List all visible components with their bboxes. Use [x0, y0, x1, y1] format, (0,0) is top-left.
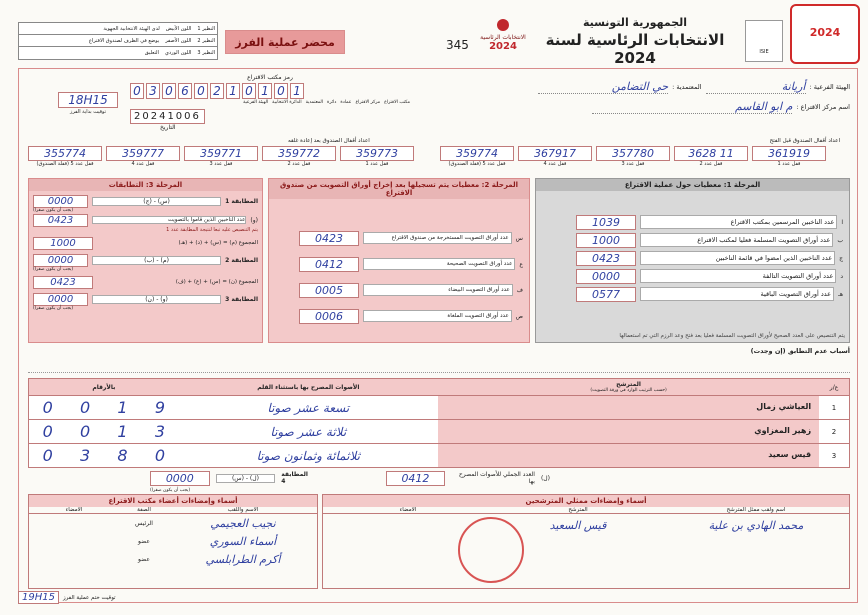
- seals-before-label: اعداد أقفال الصندوق قبل الفتح: [769, 138, 840, 144]
- match4-formula: (س) - (ل): [216, 474, 276, 483]
- candidate-name: قيس سعيد: [438, 444, 819, 467]
- code-part: مكتب الاقتراع: [384, 100, 410, 105]
- stage1-value: 0423: [576, 251, 636, 266]
- stage2-title: المرحلة 2: معطيات يتم تسجيلها بعد إخراج أوراق التصويت من صندوق الاقتراع: [269, 179, 529, 199]
- results-header: [28, 378, 850, 396]
- form-number: 345: [446, 38, 469, 52]
- table-row: [28, 444, 850, 468]
- center-label: اسم مركز الاقتراع :: [796, 103, 850, 111]
- isie-logo: ISIE: [745, 20, 783, 62]
- office-member-row: [29, 514, 317, 532]
- match1-formula: (ج) - (س): [92, 197, 221, 206]
- seal-value: 367917: [518, 146, 592, 161]
- reps-header: [323, 507, 849, 514]
- code-digit: 0: [274, 83, 288, 99]
- logo-year: 2024: [489, 41, 517, 52]
- office-code-label: رمز مكتب الاقتراع: [247, 74, 293, 81]
- code-digit: 0: [130, 83, 144, 99]
- delegation-label: المعتمدية :: [672, 83, 702, 91]
- vote-digit: 0: [80, 398, 91, 417]
- vote-digit: 0: [42, 398, 53, 417]
- end-time: [18, 591, 116, 604]
- seal-value: 3628 11: [674, 146, 748, 161]
- match3-value: 0000: [33, 293, 88, 306]
- voters-code: (و): [250, 216, 258, 224]
- voters-label: عدد الناخبين الذين قاموا بالتصويت: [92, 216, 246, 224]
- seal-value: 359777: [106, 146, 180, 161]
- match3-formula: (ن) - (و): [92, 295, 221, 304]
- total-label: العدد الجملي للأصوات المصرح بها: [458, 471, 535, 485]
- vote-words: ثلاثمائة وثمانون صوتا: [256, 448, 360, 463]
- stage3-title: المرحلة 3: التطابقات: [29, 179, 262, 191]
- start-time-label: توقيت بداية الفرز: [69, 109, 107, 115]
- seal-label: قفل عدد 2: [287, 161, 311, 167]
- code-digit: 3: [146, 83, 160, 99]
- table-row: [28, 420, 850, 444]
- office-member-row: [29, 532, 317, 550]
- code-part: دائرة: [327, 100, 337, 105]
- results-table: [28, 378, 850, 468]
- rep-row: [323, 514, 849, 536]
- vote-digit: 3: [80, 446, 91, 465]
- start-time-value: 18H15: [58, 92, 118, 108]
- seal-label: قفل عدد 5 (قفلة الصندوق): [448, 161, 506, 167]
- candidate-name: زهير المغزاوي: [438, 420, 819, 443]
- stage1-rows: [536, 191, 849, 303]
- stage3-panel: [28, 178, 263, 343]
- seals-values: [28, 146, 850, 161]
- reps-title: أسماء وإمضاءات ممثلي المترشحين: [323, 495, 849, 507]
- stage2-value: 0423: [299, 231, 359, 246]
- vote-digit: 0: [42, 446, 53, 465]
- rep-candidate-col: المترشح: [568, 507, 588, 513]
- stamp-year: 2024: [809, 26, 841, 39]
- seal-label: قفل عدد 4: [131, 161, 155, 167]
- stage1-label: عدد أوراق التصويت المسلمة فعليا لمكتب الاقتراع: [640, 233, 833, 247]
- rep-name: محمد الهادي بن علية: [708, 518, 804, 532]
- code-part: عمادة: [340, 100, 352, 105]
- official-stamp: [790, 4, 860, 64]
- voters-value: 0423: [33, 214, 88, 227]
- legend-desc: لدى الهيئة الانتخابية الجهوية: [103, 25, 160, 32]
- regional-authority-label: الهيئة الفرعية :: [809, 83, 850, 91]
- match4-label: المطابقة 4: [281, 471, 308, 485]
- stage1-label: عدد أوراق التصويت الباقية: [640, 287, 834, 301]
- stage2-rows: [269, 199, 529, 329]
- member-name: أكرم الطرابلسي: [205, 552, 281, 566]
- vote-digit: 8: [117, 446, 128, 465]
- identity-row: [440, 100, 850, 114]
- stage1-row: [576, 231, 843, 249]
- vote-digit: 3: [154, 422, 166, 441]
- stage3-body: [29, 191, 262, 314]
- stage2-value: 0005: [299, 283, 359, 298]
- sum-value: 1000: [33, 237, 93, 250]
- stage2-row: [299, 303, 523, 329]
- stage1-title: المرحلة 1: معطيات حول عملية الاقتراع: [536, 179, 849, 191]
- sum-row: [33, 235, 258, 251]
- seal-value: 361919: [752, 146, 826, 161]
- legend-desc: التعليق: [144, 50, 159, 56]
- sum2-row: [33, 274, 258, 290]
- candidate-num: 3: [831, 451, 837, 460]
- fist-icon: [496, 18, 510, 32]
- office-role-col: الصفة: [137, 507, 151, 513]
- legend-row: [19, 23, 217, 35]
- stage1-panel: [535, 178, 850, 343]
- mismatch-reason: [28, 347, 850, 373]
- stage2-row: [299, 277, 523, 303]
- stage2-panel: [268, 178, 530, 343]
- legend-desc: يوضع في الظرف لصندوق الاقتراع: [88, 37, 160, 44]
- start-time-box: [58, 92, 118, 115]
- candidate-name: العياشي زمال: [438, 396, 819, 419]
- stage1-value: 1000: [576, 233, 636, 248]
- match2-row: [33, 253, 258, 267]
- seal-value: 357780: [596, 146, 670, 161]
- code-part: الهيئة الفرعية: [243, 100, 269, 105]
- total-code: (ل): [540, 474, 550, 482]
- stage1-code: هـ: [838, 290, 843, 298]
- digits-cell: [29, 398, 179, 417]
- round-stamp: [458, 517, 524, 583]
- seals-section: [28, 138, 850, 176]
- member-role: عضو: [138, 537, 150, 545]
- vote-words: ثلاثة عشر صوتا: [270, 424, 347, 439]
- stage2-row: [299, 251, 523, 277]
- stage1-row: [576, 285, 843, 303]
- code-part: الدائرة الانتخابية: [272, 100, 302, 105]
- end-time-label: توقيت ختم عملية الفرز: [62, 594, 116, 601]
- code-part: المعتمدية: [305, 100, 324, 105]
- stage2-label: عدد أوراق التصويت المستخرجة من صندوق الاقتراع: [363, 232, 512, 244]
- seals-sublabels: [28, 161, 850, 167]
- legend-row: [19, 35, 217, 47]
- match2-formula: (ب) - (م): [92, 256, 221, 265]
- seal-label: قفل عدد 4: [543, 161, 567, 167]
- code-digit: 1: [226, 83, 240, 99]
- member-name: نجيب العجيمي: [210, 516, 276, 530]
- stage2-code: ف: [516, 286, 523, 294]
- code-digit: 1: [290, 83, 304, 99]
- rep-sig-col: الامضاء: [399, 507, 417, 513]
- match1-row: [33, 194, 258, 208]
- legend-code: النظير 2: [197, 37, 215, 44]
- vote-words: تسعة عشر صوتا: [267, 400, 350, 415]
- legend-color: اللون الأبيض: [165, 25, 192, 32]
- match2-hint: (يجب أن يكون صفرا): [33, 267, 74, 272]
- stage1-value: 0000: [576, 269, 636, 284]
- match1-label: المطابقة 1: [225, 197, 258, 205]
- sum-label: المجموع (م) = (س) + (د) + (هـ): [178, 240, 258, 246]
- code-digit: 6: [178, 83, 192, 99]
- stage1-row: [576, 249, 843, 267]
- code-digit: 2: [210, 83, 224, 99]
- code-digit: 0: [242, 83, 256, 99]
- legend-code: النظير 3: [197, 50, 215, 56]
- col-candidate-box: [438, 381, 819, 393]
- match3-label: المطابقة 3: [225, 295, 258, 303]
- stage2-code: ص: [515, 312, 523, 320]
- stage1-row: [576, 213, 843, 231]
- col-words: الأصوات المصرح بها باستثناء القلم: [257, 383, 360, 391]
- stage2-label: عدد أوراق التصويت البيضاء: [363, 284, 513, 296]
- office-code: [130, 74, 410, 131]
- vote-digit: 0: [80, 422, 91, 441]
- vote-digit: 1: [117, 398, 128, 417]
- stage1-label: عدد الناخبين الذين امضوا في قائمة الناخبين: [640, 251, 835, 265]
- stage2-value: 0412: [299, 257, 359, 272]
- seal-value: 359774: [440, 146, 514, 161]
- match4-value: 0000: [150, 471, 210, 486]
- office-name-col: الاسم واللقب: [227, 507, 259, 513]
- legend-code: النظير 1: [197, 25, 215, 32]
- rep-name-col: اسم ولقب ممثل المترشح: [726, 507, 786, 513]
- code-part: مركز الاقتراع: [355, 100, 381, 105]
- match3-row: [33, 292, 258, 306]
- code-digit: 0: [162, 83, 176, 99]
- candidate-num: 1: [831, 403, 837, 412]
- sum2-value: 0423: [33, 276, 93, 289]
- stage2-code: س: [515, 234, 523, 242]
- seal-label: قفل عدد 2: [699, 161, 723, 167]
- center-value: م ابو القاسم: [592, 100, 792, 114]
- code-parts: [130, 100, 410, 105]
- match2-label: المطابقة 2: [225, 256, 258, 264]
- delegation-value: حي التضامن: [538, 80, 668, 94]
- stage2-label: عدد أوراق التصويت الملغاة: [363, 310, 512, 322]
- stage2-label: عدد أوراق التصويت الصحيحة: [363, 258, 515, 270]
- stage2-code: ع: [519, 260, 523, 268]
- total-value: 0412: [386, 471, 446, 486]
- stage1-label: عدد أوراق التصويت التالفة: [640, 269, 836, 283]
- office-sig-col: الامضاء: [65, 507, 83, 513]
- vote-digit: 9: [154, 398, 166, 417]
- col-candidate-sub: (حسب الترتيب الوارد في ورقة التصويت): [590, 388, 667, 393]
- mismatch-reason-label: أسباب عدم التطابق (إن وجدت): [750, 347, 850, 355]
- stage1-note: يتم التنصيص على العدد الصحيح لأوراق التصويت المسلمة فعليا بعد فتح وعد الرزم التي تم استعمالها: [619, 333, 845, 339]
- stage3-note: يتم التنصيص عليه تبعا لنتيجة المطابقة عدد 1: [166, 227, 258, 233]
- page-header: [530, 16, 740, 67]
- stage1-code: ج: [839, 254, 843, 262]
- match2-value: 0000: [33, 254, 88, 267]
- date-row: [130, 109, 410, 124]
- stage2-row: [299, 225, 523, 251]
- col-num: ع/ر: [829, 383, 839, 391]
- col-candidate: المترشح: [616, 381, 641, 388]
- member-role: الرئيس: [135, 519, 153, 527]
- seal-value: 359773: [340, 146, 414, 161]
- stage2-value: 0006: [299, 309, 359, 324]
- stage1-value: 1039: [576, 215, 636, 230]
- end-time-value: 19H15: [18, 591, 59, 604]
- seal-label: قفل عدد 5 (قفلة الصندوق): [36, 161, 94, 167]
- stage1-code: ا: [841, 218, 843, 226]
- seal-value: 355774: [28, 146, 102, 161]
- stage1-code: ب: [837, 236, 843, 244]
- seal-label: قفل عدد 1: [777, 161, 801, 167]
- vote-digit: 1: [117, 422, 128, 441]
- seal-value: 359772: [262, 146, 336, 161]
- date-value: 20241006: [130, 109, 205, 124]
- stage1-code: د: [840, 272, 843, 280]
- office-signatures: [28, 494, 318, 589]
- match4-hint: (يجب أن يكون صفرا): [150, 488, 191, 493]
- totals-row: [150, 468, 550, 488]
- code-digit: 1: [258, 83, 272, 99]
- stage1-row: [576, 267, 843, 285]
- vote-digit: 0: [42, 422, 53, 441]
- seal-label: قفل عدد 1: [365, 161, 389, 167]
- rep-signatures: [322, 494, 850, 589]
- seals-after-label: اعداد أقفال الصندوق بعد إعادة غلقه: [288, 138, 370, 144]
- stage1-value: 0577: [576, 287, 636, 302]
- republic-label: الجمهورية التونسية: [582, 16, 688, 29]
- match1-value: 0000: [33, 195, 88, 208]
- seals-labels: [28, 138, 850, 144]
- seal-label: قفل عدد 3: [621, 161, 645, 167]
- legend-color: اللون الوردي: [164, 50, 192, 56]
- election-logo: [478, 18, 528, 66]
- table-row: [28, 396, 850, 420]
- office-title: أسماء وإمضاءات أعضاء مكتب الاقتراع: [29, 495, 317, 507]
- office-member-row: [29, 550, 317, 568]
- office-header: [29, 507, 317, 514]
- date-label: التاريخ: [160, 124, 176, 131]
- vote-digit: 0: [154, 446, 166, 465]
- match1-hint: (يجب أن يكون صفرا): [33, 208, 74, 213]
- identity-row: [440, 80, 850, 94]
- legend-box: [18, 22, 218, 60]
- digits-cell: [29, 446, 179, 465]
- identity-section: [440, 80, 850, 130]
- rep-candidate: قيس السعيد: [549, 518, 607, 532]
- sum2-label: المجموع (ن) = (س) + (ع) + (ف): [175, 279, 258, 285]
- logo-text: الانتخابات الرئاسية: [480, 34, 526, 41]
- legend-color: اللون الأصفر: [165, 37, 192, 44]
- seal-value: 359771: [184, 146, 258, 161]
- legend-row: [19, 47, 217, 59]
- match3-hint: (يجب أن يكون صفرا): [33, 306, 74, 311]
- report-title-box: [225, 30, 345, 54]
- page-title: الانتخابات الرئاسية لسنة 2024: [545, 31, 725, 67]
- col-digits: بالأرقام: [92, 383, 116, 391]
- report-title: محضر عملية الفرز: [235, 35, 335, 49]
- voters-row: [33, 213, 258, 227]
- member-name: أسماء السوري: [209, 534, 277, 548]
- regional-authority-value: أريانة: [706, 80, 806, 94]
- digits-cell: [29, 422, 179, 441]
- member-role: عضو: [138, 555, 150, 563]
- code-digit: 0: [194, 83, 208, 99]
- office-code-digits: [130, 83, 410, 99]
- candidate-num: 2: [831, 427, 837, 436]
- stage1-label: عدد الناخبين المرسمين بمكتب الاقتراع: [640, 215, 837, 229]
- seal-label: قفل عدد 3: [209, 161, 233, 167]
